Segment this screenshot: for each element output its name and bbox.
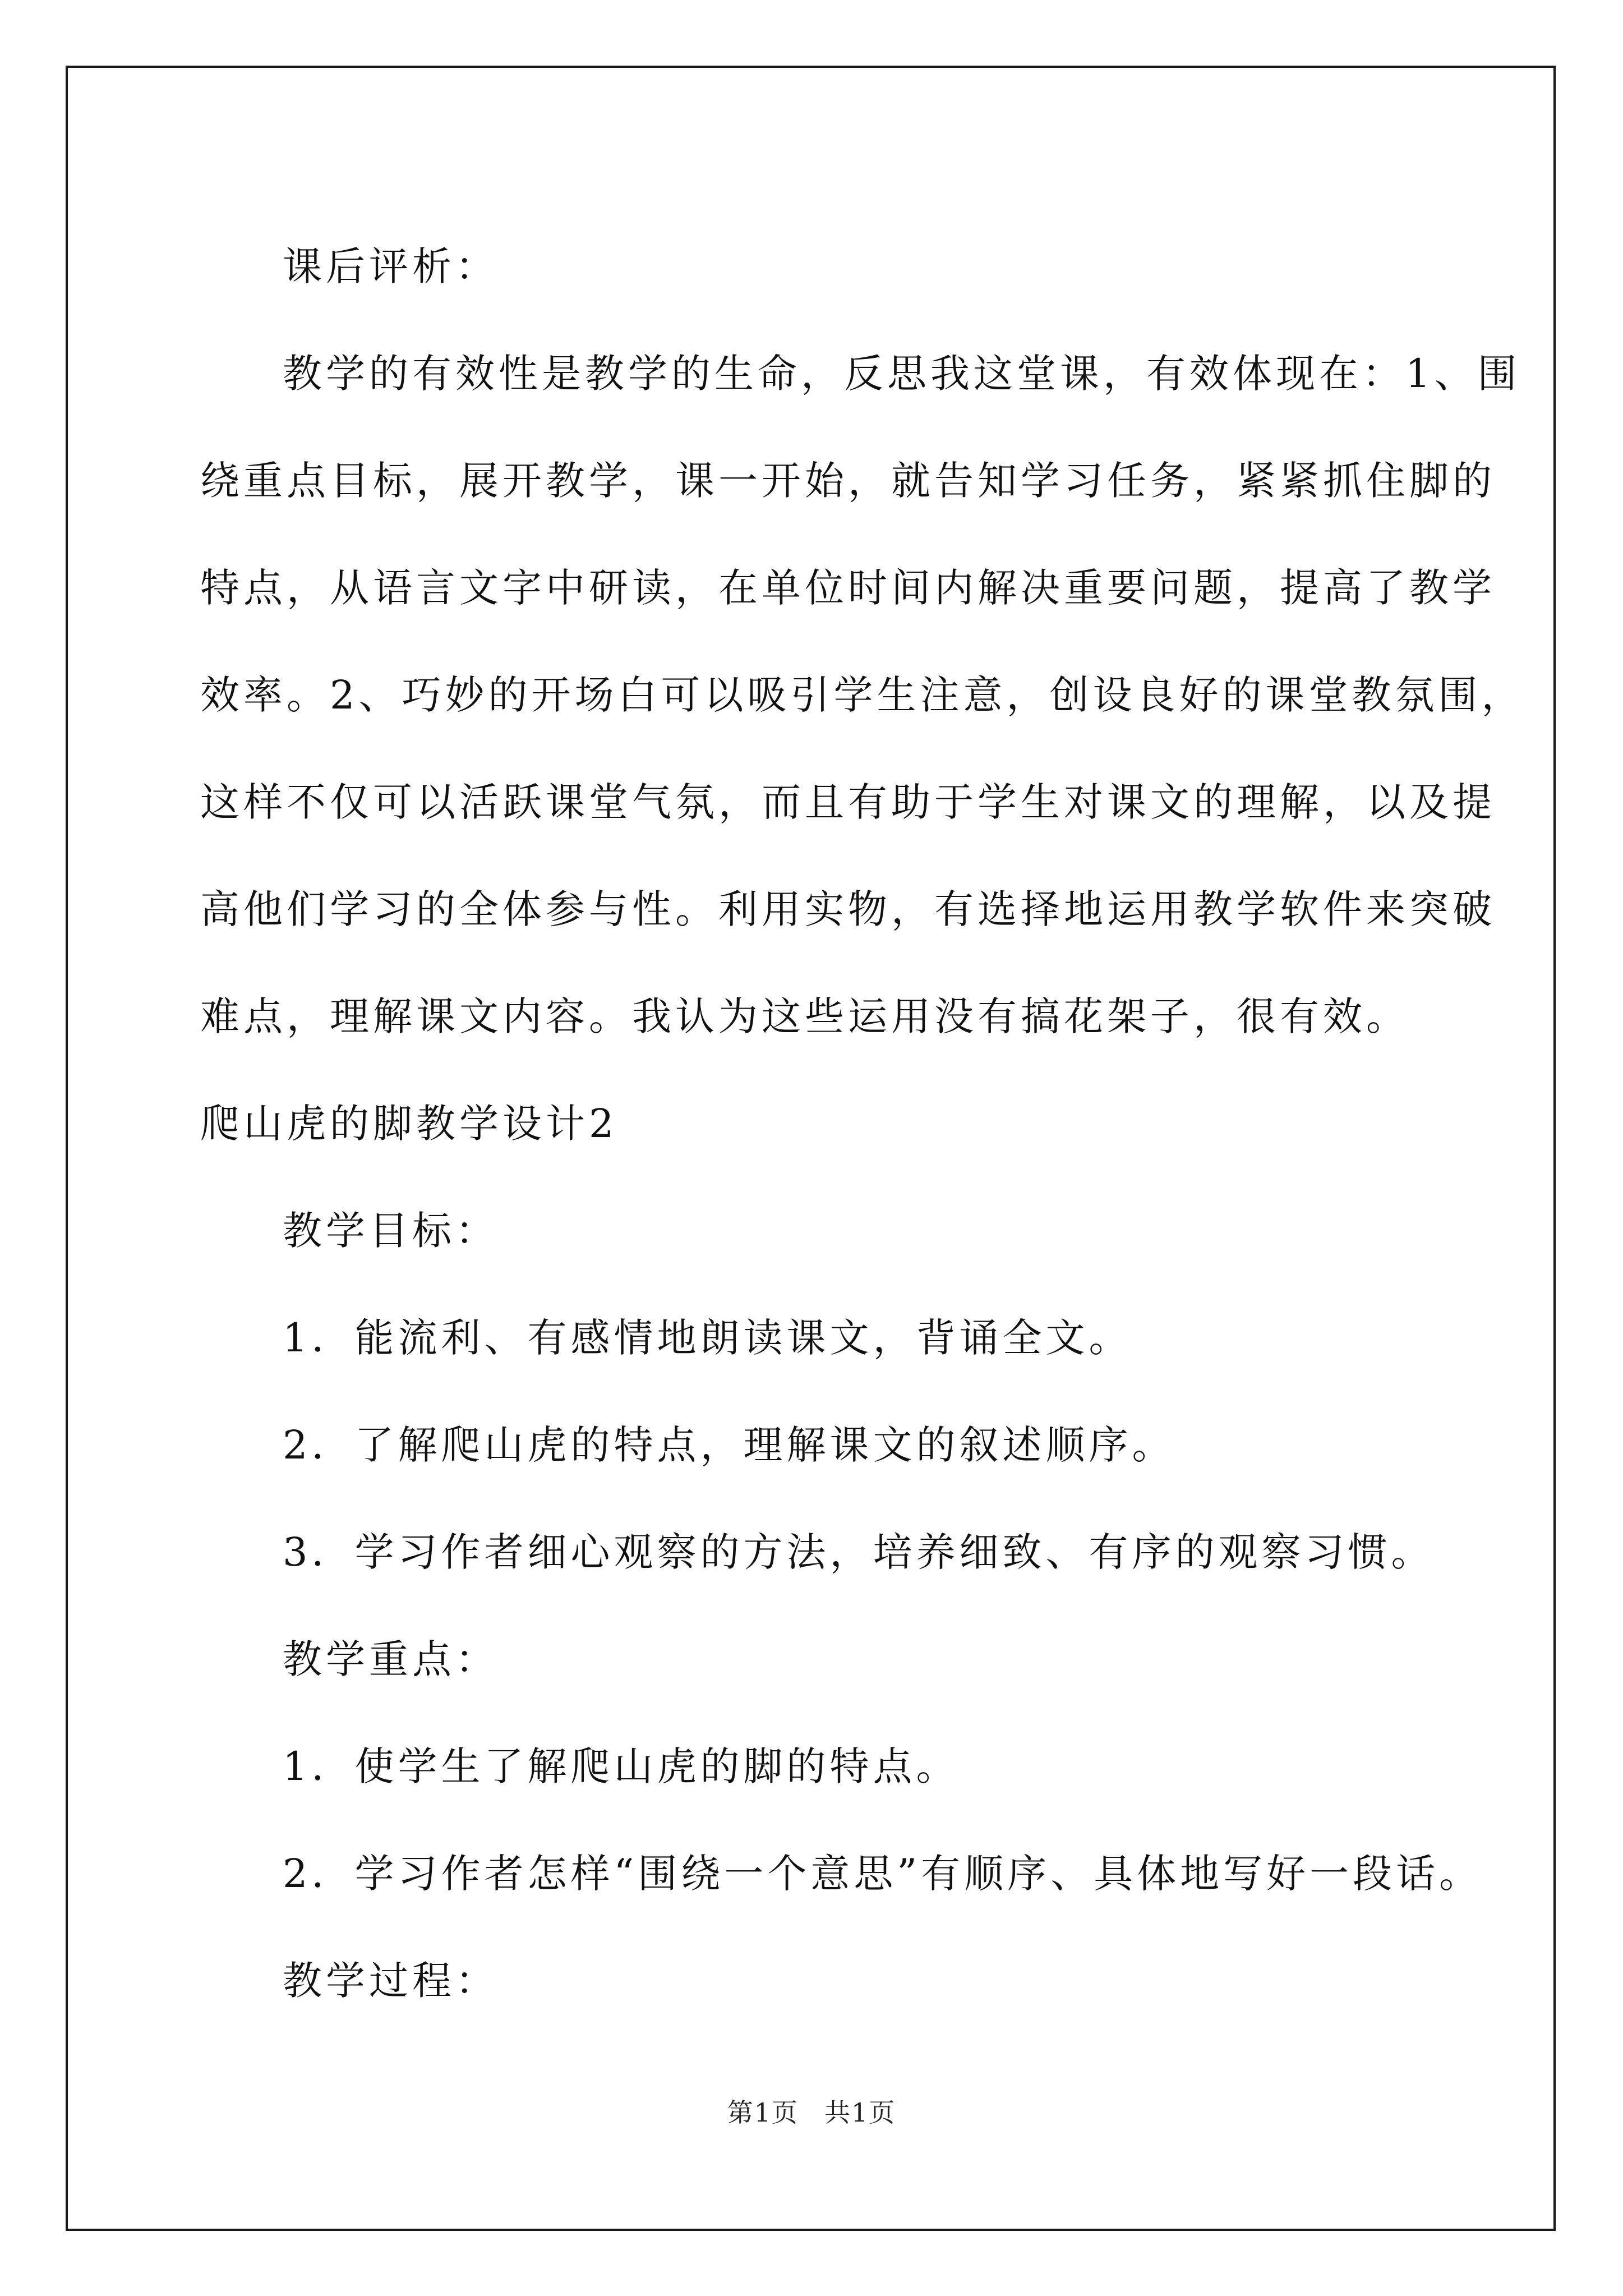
- list-item: 1．使学生了解爬山虎的脚的特点。: [283, 1743, 960, 1789]
- subheading: 教学过程：: [283, 1958, 499, 2004]
- subheading: 教学目标：: [283, 1208, 499, 1254]
- paragraph-line: 难点，理解课文内容。我认为这些运用没有搞花架子，很有效。: [200, 993, 1409, 1039]
- paragraph-line: 效率。2、巧妙的开场白可以吸引学生注意，创设良好的课堂教氛围，: [200, 672, 1525, 718]
- section-heading: 爬山虎的脚教学设计2: [200, 1101, 618, 1147]
- page-number: 第1页: [727, 2097, 799, 2128]
- document-body: [200, 213, 1525, 2035]
- paragraph-line: 这样不仅可以活跃课堂气氛，而且有助于学生对课文的理解，以及提: [200, 779, 1496, 825]
- paragraph-line: 课后评析：: [283, 243, 499, 289]
- paragraph-line: 绕重点目标，展开教学，课一开始，就告知学习任务，紧紧抓住脚的: [200, 458, 1496, 504]
- page-footer: [0, 2092, 1623, 2129]
- list-item: 1．能流利、有感情地朗读课文，背诵全文。: [283, 1315, 1132, 1361]
- list-item: 2．了解爬山虎的特点，理解课文的叙述顺序。: [283, 1422, 1175, 1468]
- paragraph-line: 特点，从语言文字中研读，在单位时间内解决重要问题，提高了教学: [200, 565, 1496, 611]
- paragraph-line: 教学的有效性是教学的生命，反思我这堂课，有效体现在：1、围: [283, 351, 1521, 397]
- list-item: 3．学习作者细心观察的方法，培养细致、有序的观察习惯。: [283, 1529, 1435, 1575]
- list-item: 2．学习作者怎样“围绕一个意思”有顺序、具体地写好一段话。: [283, 1851, 1483, 1897]
- paragraph-line: 高他们学习的全体参与性。利用实物，有选择地运用教学软件来突破: [200, 886, 1496, 932]
- page-total: 共1页: [824, 2097, 896, 2128]
- subheading: 教学重点：: [283, 1636, 499, 1682]
